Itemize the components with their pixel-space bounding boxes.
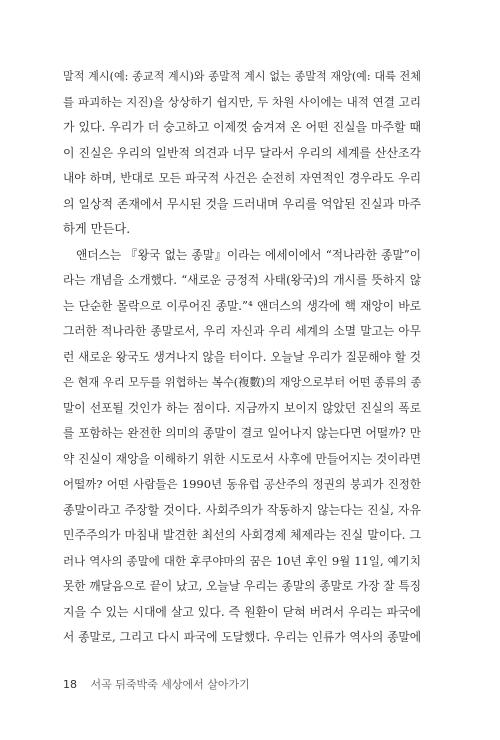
text-line: 어떨까? 어떤 사람들은 1990년 동유럽 공산주의 정권의 붕괴가 진정한 bbox=[63, 477, 421, 491]
text-line: 가 있다. 우리가 더 숭고하고 이제껏 숨겨져 온 어떤 진실을 마주할 때 bbox=[63, 120, 421, 134]
page-number: 18 bbox=[63, 678, 77, 691]
text-line: 은 현재 우리 모두를 위협하는 복수(複數)의 재앙으로부터 어떤 종류의 종 bbox=[63, 376, 422, 389]
text-line: 를 파괴하는 지진)을 상상하기 쉽지만, 두 차원 사이에는 내적 연결 고리 bbox=[63, 94, 421, 109]
page-footer bbox=[63, 676, 250, 692]
text-line: 앤더스는 『왕국 없는 종말』이라는 에세이에서 “적나라한 종말”이 bbox=[76, 247, 421, 262]
text-line: 하게 만든다. bbox=[63, 222, 131, 236]
text-line: 말적 계시(예: 종교적 계시)와 종말적 계시 없는 종말적 재앙(예: 대륙 전체 bbox=[63, 70, 421, 83]
text-line: 는 단순한 몰락으로 이루어진 종말.”⁴ 앤더스의 생각에 핵 재앙이 바로 bbox=[63, 298, 421, 313]
text-line: 그러한 적나라한 종말로서, 우리 자신과 우리 세계의 소멸 말고는 아무 bbox=[63, 324, 421, 338]
running-head: 서곡 뒤죽박죽 세상에서 살아가기 bbox=[90, 678, 250, 691]
text-line: 말이 선포될 것인가 하는 점이다. 지금까지 보이지 않았던 진실의 폭로 bbox=[63, 400, 421, 415]
text-line: 민주주의가 마침내 발견한 최선의 사회경제 체제라는 진실 말이다. 그 bbox=[63, 528, 421, 542]
text-line: 러나 역사의 종말에 대한 후쿠야마의 꿈은 10년 후인 9월 11일, 예기치 bbox=[63, 553, 421, 568]
text-line: 종말이라고 주장할 것이다. 사회주의가 작동하지 않는다는 진실, 자유 bbox=[63, 502, 421, 517]
text-line: 약 진실이 재앙을 이해하기 위한 시도로서 사후에 만들어지는 것이라면 bbox=[63, 451, 421, 466]
text-line: 내야 하며, 반대로 모든 파국적 사건은 순전히 자연적인 경우라도 우리 bbox=[63, 171, 421, 185]
paragraph bbox=[63, 243, 421, 651]
text-line: 라는 개념을 소개했다. “새로운 긍정적 사태(왕국)의 개시를 뜻하지 않 bbox=[63, 273, 421, 287]
text-line: 런 새로운 왕국도 생겨나지 않을 터이다. 오늘날 우리가 질문해야 할 것 bbox=[63, 349, 421, 364]
paragraph bbox=[63, 64, 421, 243]
text-line: 못한 깨달음으로 끝이 났고, 오늘날 우리는 종말의 종말로 가장 잘 특징 bbox=[63, 579, 421, 593]
body-text bbox=[63, 64, 421, 651]
text-line: 를 포함하는 완전한 의미의 종말이 결코 일어나지 않는다면 어떨까? 만 bbox=[63, 426, 421, 440]
text-line: 지을 수 있는 시대에 살고 있다. 즉 원환이 닫혀 버려서 우리는 파국에 bbox=[63, 604, 421, 619]
text-line: 이 진실은 우리의 일반적 의견과 너무 달라서 우리의 세계를 산산조각 bbox=[63, 145, 421, 160]
text-line: 서 종말로, 그리고 다시 파국에 도달했다. 우리는 인류가 역사의 종말에 bbox=[63, 630, 421, 644]
text-line: 의 일상적 존재에서 무시된 것을 드러내며 우리를 억압된 진실과 마주 bbox=[63, 196, 421, 211]
